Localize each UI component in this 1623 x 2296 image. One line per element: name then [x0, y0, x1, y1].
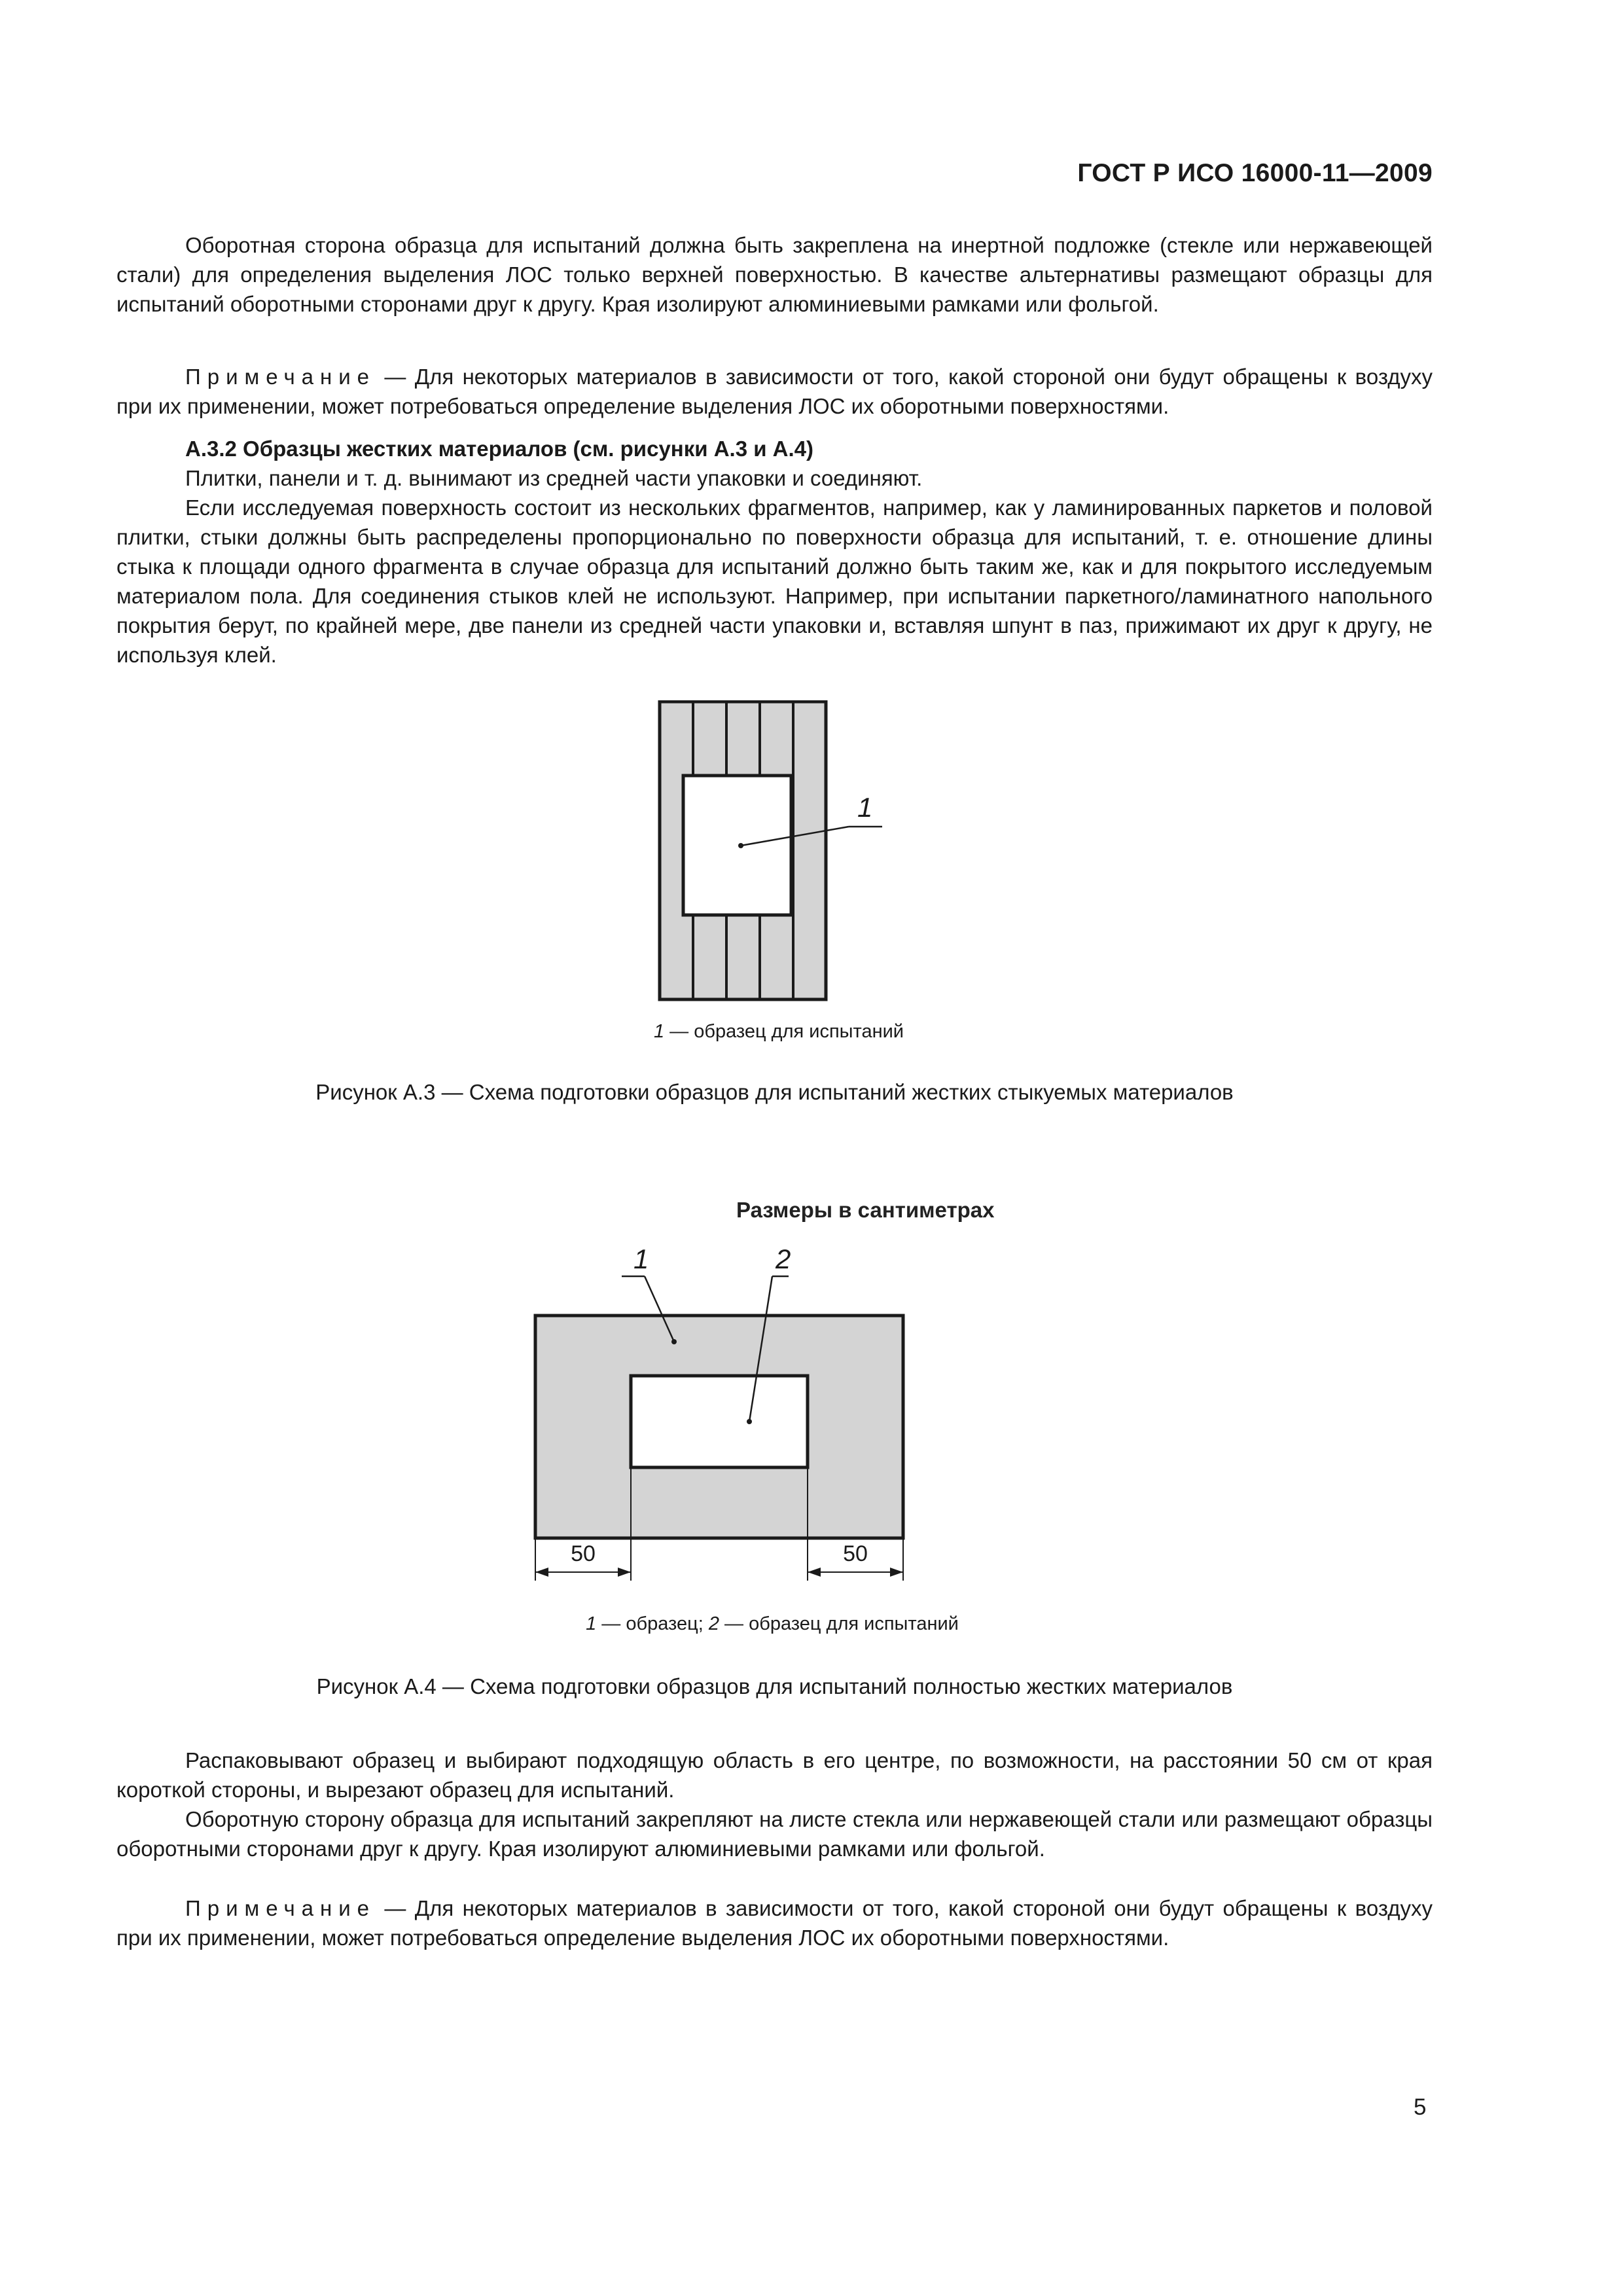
section-a32: [116, 434, 1433, 670]
page-number: 5: [1414, 2094, 1427, 2120]
key-text-1: — образец;: [596, 1613, 709, 1634]
figure-a4-key: [510, 1613, 1034, 1635]
arrowhead: [890, 1568, 903, 1577]
key-text: — образец для испытаний: [664, 1021, 904, 1042]
note-1-text: — Для некоторых материалов в зависимости от того, какой стороной они будут обращены к воздуху при их применении, может потребоваться определение выделения ЛОС их оборотными поверхностями.: [116, 365, 1433, 418]
note-2-label: Примечание: [185, 1896, 376, 1920]
note-1: [116, 362, 1433, 421]
callout-1: 1: [857, 792, 873, 823]
paragraph-tiles: Плитки, панели и т. д. вынимают из средней части упаковки и соединяют.: [185, 466, 923, 490]
figure-a3-diagram: [648, 700, 942, 1008]
test-specimen-rect: [631, 1376, 808, 1467]
section-heading: А.3.2 Образцы жестких материалов (см. рисунки А.3 и А.4): [185, 437, 814, 461]
section-unpack: [116, 1746, 1433, 1863]
figure-a4-title: Рисунок А.4 — Схема подготовки образцов для испытаний полностью жестких материалов: [316, 1674, 1233, 1698]
paragraph-joints: Если исследуемая поверхность состоит из нескольких фрагментов, например, как у ламинированных паркетов и половой плитки, стыки должны быть распределены пропорционально по поверхности образца для испытаний, т. е. отношение длины стыка к площади одного фрагмента в случае образца для испытаний должно быть таким же, как и для покрытого исследуемым материалом пола. Для соединения стыков клей не используют. Например, при испытании паркетного/ламинатного напольного покрытия берут, по крайней мере, две панели из средней части упаковки и, вставляя шпунт в паз, прижимают их друг к другу, не используя клей.: [116, 495, 1433, 667]
test-specimen-rect: [683, 776, 791, 915]
key-number-1: 1: [586, 1613, 597, 1634]
paragraph-backing: [116, 230, 1433, 319]
note-1-label: Примечание: [185, 365, 376, 389]
leader-dot-2: [747, 1419, 752, 1424]
key-number-2: 2: [708, 1613, 719, 1634]
dimension-left: 50: [571, 1541, 596, 1566]
note-2: [116, 1893, 1433, 1952]
figure-a4-diagram: [524, 1230, 929, 1584]
paragraph-fixing: Оборотную сторону образца для испытаний закрепляют на листе стекла или нержавеющей стали или размещают образцы оборотными сторонами друг к другу. Края изолируют алюминиевыми рамками или фольгой.: [116, 1807, 1433, 1861]
arrowhead: [618, 1568, 631, 1577]
paragraph-backing-text: Оборотная сторона образца для испытаний должна быть закреплена на инертной подложке (стекле или нержавеющей стали) для определения выделения ЛОС только верхней поверхностью. В качестве альтернативы размещают образцы для испытаний оборотными сторонами друг к другу. Края изолируют алюминиевыми рамками или фольгой.: [116, 233, 1433, 316]
key-text-2: — образец для испытаний: [719, 1613, 959, 1634]
leader-dot-1: [671, 1339, 677, 1344]
arrowhead: [535, 1568, 548, 1577]
paragraph-unpack: Распаковывают образец и выбирают подходящую область в его центре, по возможности, на расстоянии 50 см от края короткой стороны, и вырезают образец для испытаний.: [116, 1748, 1433, 1802]
callout-2: 2: [776, 1244, 791, 1274]
document-header: ГОСТ Р ИСО 16000-11—2009: [1077, 159, 1433, 187]
note-2-text: — Для некоторых материалов в зависимости от того, какой стороной они будут обращены к воздуху при их применении, может потребоваться определение выделения ЛОС их оборотными поверхностями.: [116, 1896, 1433, 1950]
figure-a3-key: [589, 1021, 969, 1043]
dimension-right: 50: [843, 1541, 868, 1566]
callout-1: 1: [633, 1244, 649, 1274]
key-number: 1: [653, 1021, 665, 1042]
figure-a3-title: Рисунок А.3 — Схема подготовки образцов для испытаний жестких стыкуемых материалов: [315, 1080, 1234, 1104]
dimensions-note: Размеры в сантиметрах: [736, 1198, 995, 1222]
arrowhead: [808, 1568, 821, 1577]
